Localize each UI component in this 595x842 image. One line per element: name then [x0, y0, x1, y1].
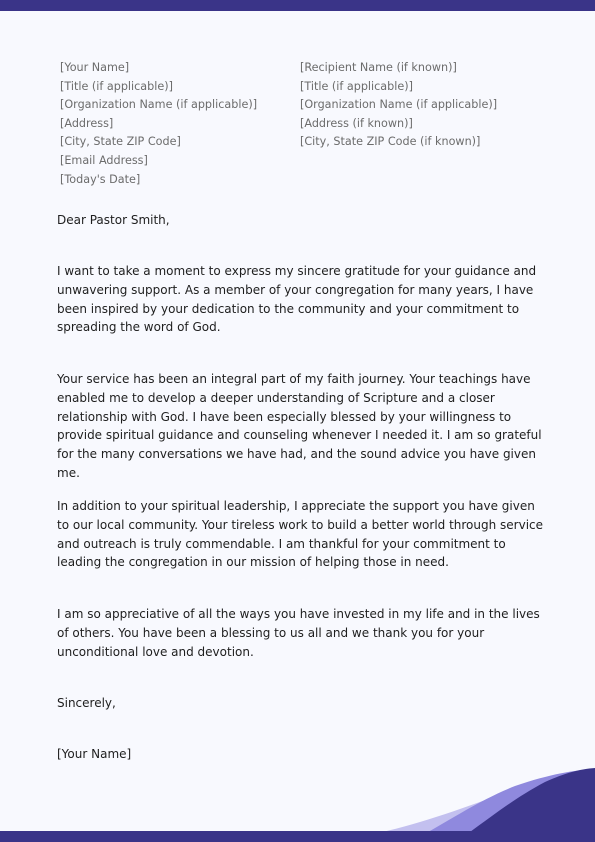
recipient-block: [300, 59, 560, 152]
salutation: Dear Pastor Smith,: [57, 213, 170, 227]
sender-title: [Title (if applicable)]: [60, 79, 173, 93]
bottom-wave-decoration: [0, 762, 595, 842]
sender-city-state-zip: [City, State ZIP Code]: [60, 135, 181, 149]
body-paragraph-4: I am so appreciative of all the ways you have invested in my life and in the lives of others. You have been a blessing to us all and we thank you for your unconditional love and devotion.: [57, 607, 540, 659]
body-paragraph-2: Your service has been an integral part of my faith journey. Your teachings have enabled me to develop a deeper understanding of Scripture and a closer relationship with God. I have been especially blessed by your willingness to provide spiritual guidance and counseling whenever I needed it. I am so grateful for the many conversations we have had, and the sound advice you have given me.: [57, 372, 542, 480]
bottom-accent-bar: [0, 831, 595, 842]
closing: Sincerely,: [57, 696, 116, 710]
recipient-organization: [Organization Name (if applicable)]: [300, 98, 498, 112]
sender-email: [Email Address]: [60, 153, 148, 167]
letter-date: [Today's Date]: [60, 172, 141, 186]
recipient-address: [Address (if known)]: [300, 116, 413, 130]
body-paragraph-1: I want to take a moment to express my sincere gratitude for your guidance and unwavering support. As a member of your congregation for many years, I have been inspired by your dedication to the community and your commitment to spreading the word of God.: [57, 264, 537, 335]
sender-name: [Your Name]: [60, 61, 130, 74]
body-paragraph-3: In addition to your spiritual leadership, I appreciate the support you have given to our local community. Your tireless work to build a better world through service and outreach is truly commendable. I am thankful for your commitment to leading the congregation in our mission of helping those in need.: [57, 499, 544, 570]
recipient-name: [Recipient Name (if known)]: [300, 61, 457, 74]
sender-address: [Address]: [60, 116, 114, 130]
recipient-city-state-zip: [City, State ZIP Code (if known)]: [300, 135, 481, 149]
sender-block: [60, 59, 290, 189]
signature-name: [Your Name]: [57, 747, 132, 761]
top-accent-bar: [0, 0, 595, 11]
sender-organization: [Organization Name (if applicable)]: [60, 98, 258, 112]
recipient-title: [Title (if applicable)]: [300, 79, 413, 93]
